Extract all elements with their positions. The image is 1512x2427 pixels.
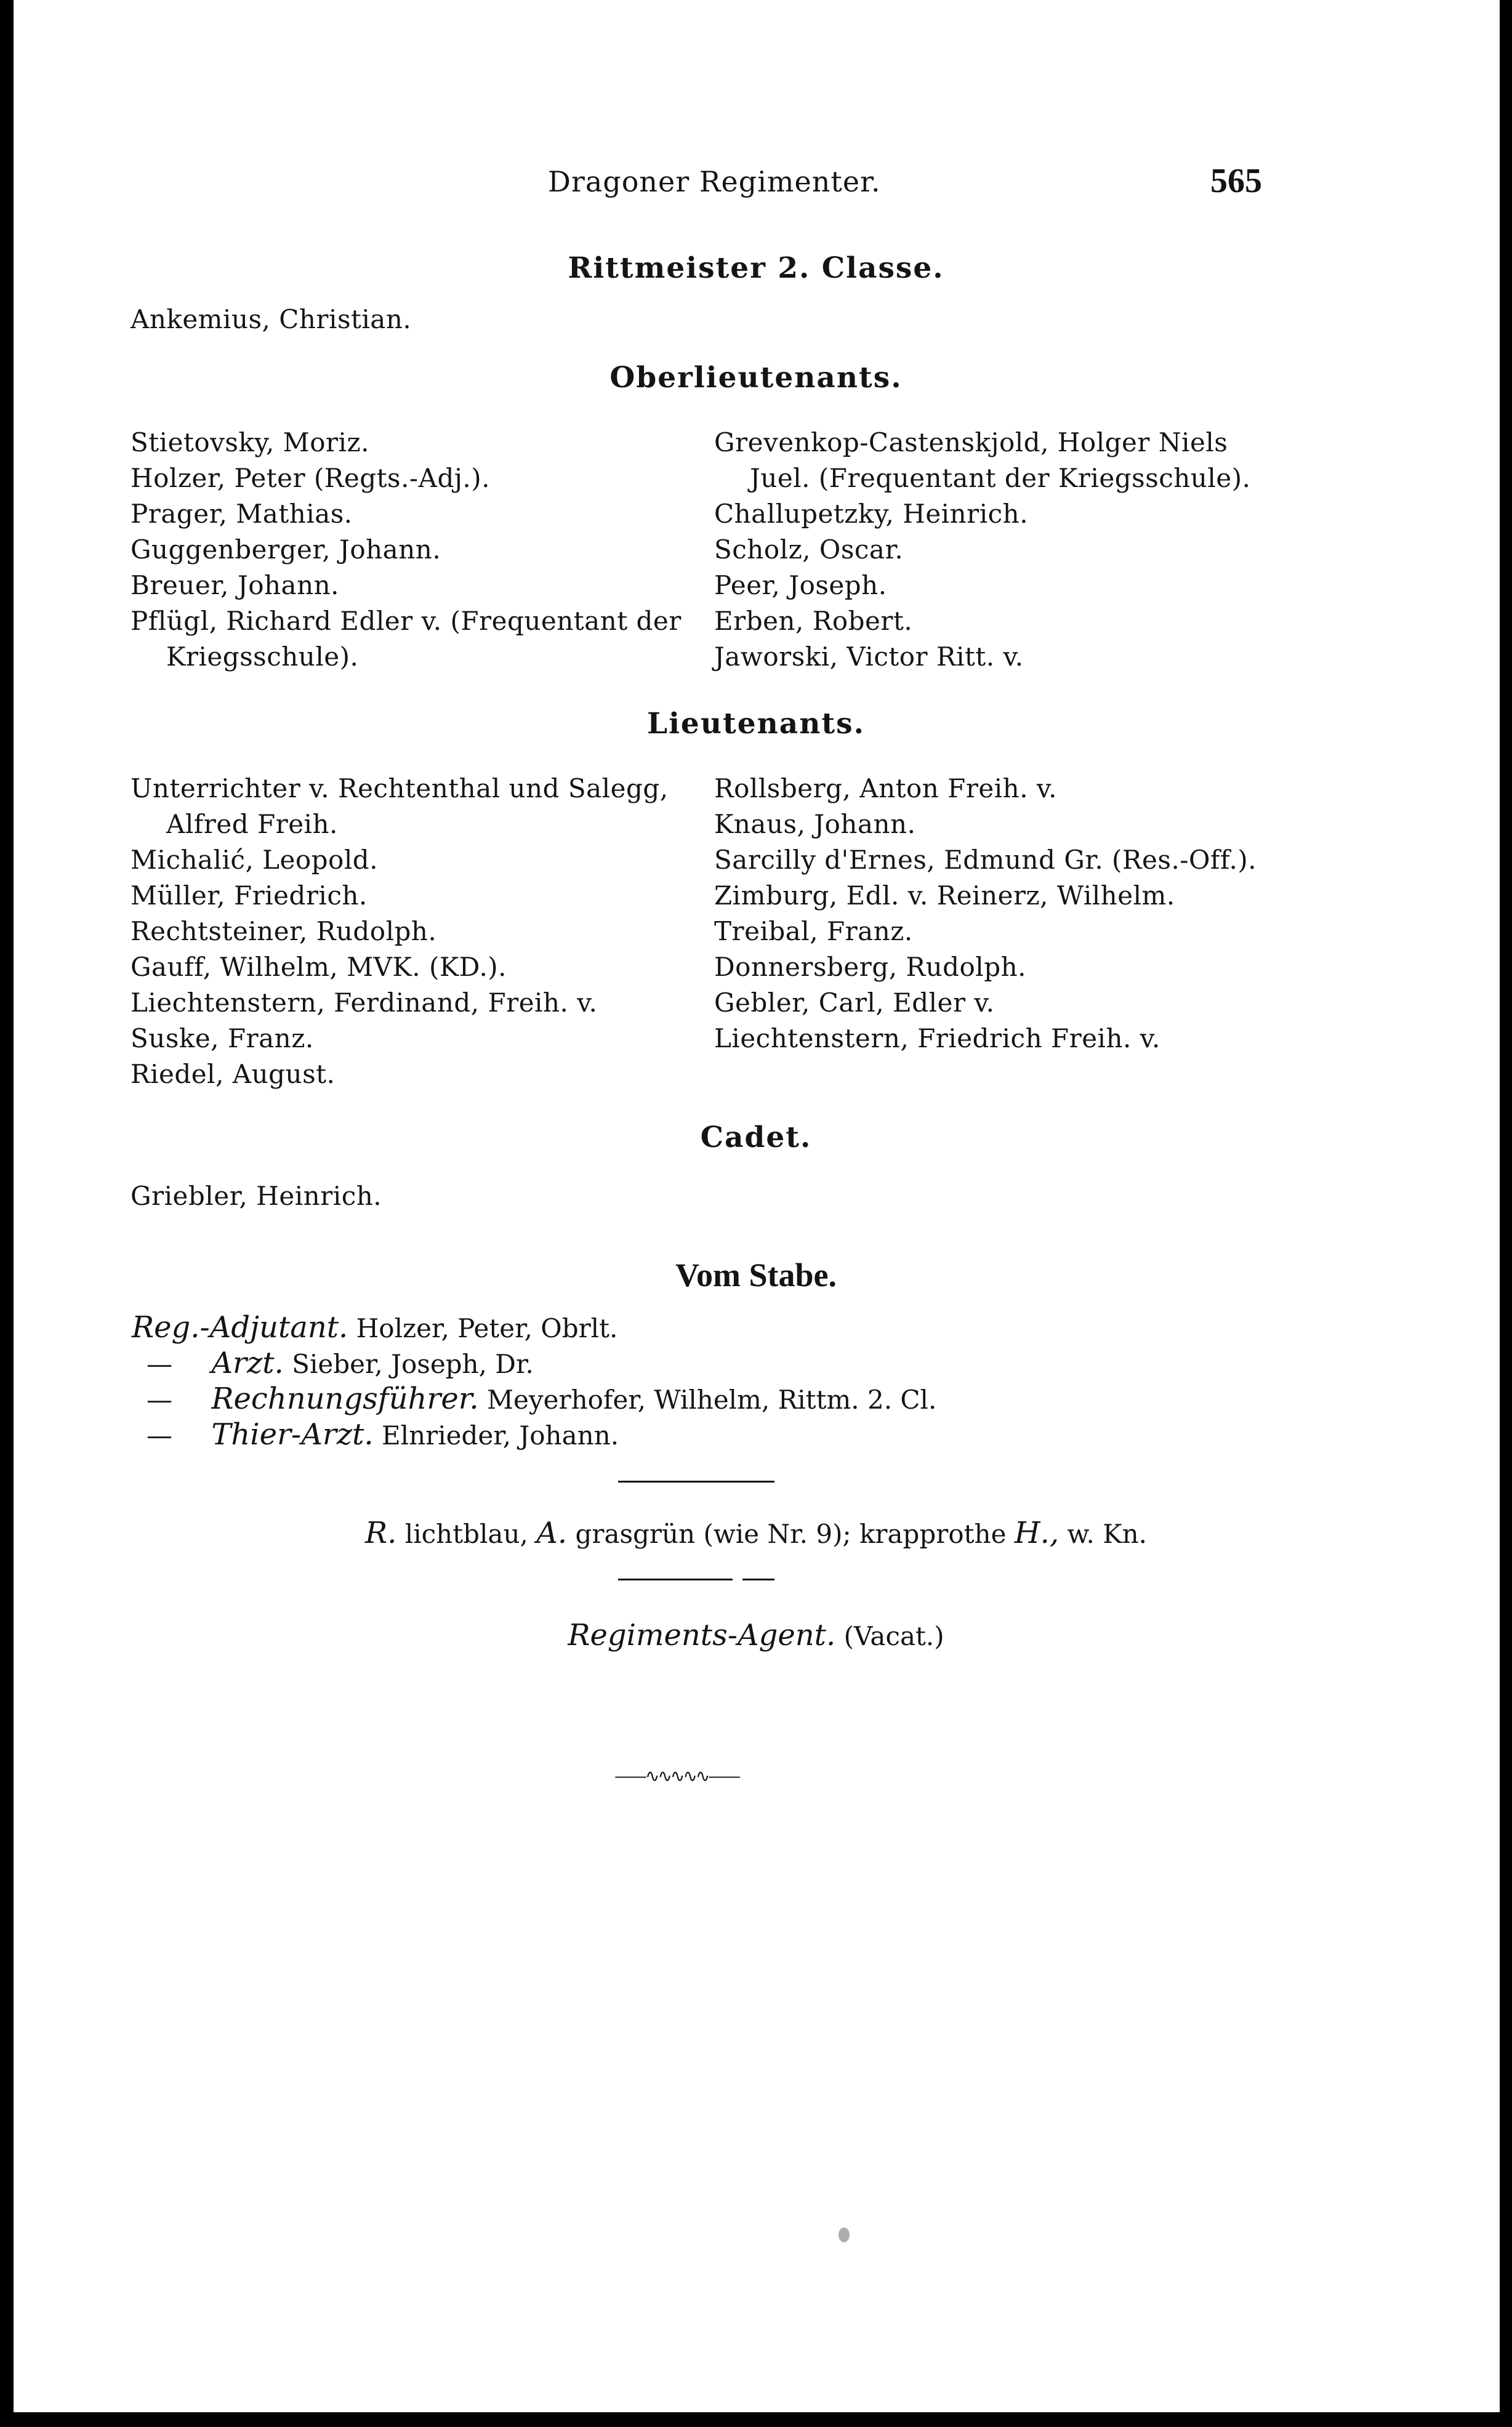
scan-edge-bottom	[0, 2412, 1512, 2427]
oberlt-right-5: Erben, Robert.	[714, 606, 913, 636]
lt-left-5: Gauff, Wilhelm, MVK. (KD.).	[131, 952, 507, 982]
uniform-line	[0, 1516, 1512, 1550]
stab-row-2	[147, 1382, 936, 1416]
oberlt-left-6: Kriegsschule).	[166, 642, 359, 672]
lt-left-4: Rechtsteiner, Rudolph.	[131, 916, 437, 946]
uniform-r-text: lichtblau,	[404, 1519, 528, 1549]
lt-right-5: Donnersberg, Rudolph.	[714, 952, 1027, 982]
cadet-entry: Griebler, Heinrich.	[131, 1181, 382, 1211]
lt-right-3: Zimburg, Edl. v. Reinerz, Wilhelm.	[714, 880, 1175, 911]
oberlt-right-3: Scholz, Oscar.	[714, 534, 904, 565]
lt-left-0: Unterrichter v. Rechtenthal und Salegg,	[131, 773, 669, 803]
lt-left-1: Alfred Freih.	[166, 809, 338, 839]
heading-rittmeister: Rittmeister 2. Classe.	[568, 251, 944, 285]
stab-name-3: Elnrieder, Johann.	[382, 1420, 619, 1451]
divider-rule-1	[618, 1481, 774, 1483]
oberlt-left-4: Breuer, Johann.	[131, 570, 340, 600]
stab-dash-3: —	[147, 1420, 172, 1451]
oberlt-right-2: Challupetzky, Heinrich.	[714, 499, 1029, 529]
rittmeister-entry: Ankemius, Christian.	[131, 304, 412, 334]
uniform-a-label: A.	[536, 1516, 568, 1550]
heading-oberlieutenants: Oberlieutenants.	[609, 361, 903, 395]
stab-row-3	[147, 1417, 619, 1452]
stab-role-0: Reg.-Adjutant.	[132, 1310, 348, 1345]
oberlt-right-1: Juel. (Frequentant der Kriegsschule).	[750, 463, 1251, 493]
oberlt-right-6: Jaworski, Victor Ritt. v.	[714, 642, 1024, 672]
stab-dash-2: —	[147, 1385, 172, 1415]
lt-right-1: Knaus, Johann.	[714, 809, 916, 839]
uniform-a-text: grasgrün (wie Nr. 9); krapprothe	[575, 1519, 1007, 1549]
running-head: Dragoner Regimenter.	[548, 165, 881, 198]
lt-right-7: Liechtenstern, Friedrich Freih. v.	[714, 1023, 1160, 1053]
stab-role-2: Rechnungsführer.	[211, 1382, 479, 1416]
stab-dash-1: —	[147, 1349, 172, 1379]
oberlt-left-3: Guggenberger, Johann.	[131, 534, 441, 565]
stab-name-1: Sieber, Joseph, Dr.	[292, 1349, 534, 1379]
scan-speck	[838, 2228, 850, 2242]
lt-left-8: Riedel, August.	[131, 1059, 336, 1089]
stab-name-2: Meyerhofer, Wilhelm, Rittm. 2. Cl.	[487, 1385, 937, 1415]
lt-left-3: Müller, Friedrich.	[131, 880, 368, 911]
lt-right-6: Gebler, Carl, Edler v.	[714, 988, 995, 1018]
lt-left-6: Liechtenstern, Ferdinand, Freih. v.	[131, 988, 598, 1018]
oberlt-left-5: Pflügl, Richard Edler v. (Frequentant der	[131, 606, 682, 636]
oberlt-right-0: Grevenkop-Castenskjold, Holger Niels	[714, 427, 1228, 457]
uniform-h-label: H.,	[1014, 1516, 1060, 1550]
uniform-h-text: w. Kn.	[1067, 1519, 1147, 1549]
oberlt-right-4: Peer, Joseph.	[714, 570, 887, 600]
divider-rule-2a	[618, 1579, 733, 1580]
stab-row-1	[147, 1346, 534, 1380]
divider-rule-2b	[742, 1579, 774, 1580]
stab-role-3: Thier-Arzt.	[211, 1417, 374, 1452]
page-number: 565	[1210, 162, 1262, 200]
oberlt-left-2: Prager, Mathias.	[131, 499, 353, 529]
lt-left-2: Michalić, Leopold.	[131, 845, 379, 875]
lt-right-0: Rollsberg, Anton Freih. v.	[714, 773, 1058, 803]
heading-lieutenants: Lieutenants.	[647, 707, 865, 741]
uniform-r-label: R.	[365, 1516, 397, 1550]
heading-cadet: Cadet.	[700, 1121, 812, 1154]
lt-left-7: Suske, Franz.	[131, 1023, 314, 1053]
oberlt-left-0: Stietovsky, Moriz.	[131, 427, 369, 457]
stab-name-0: Holzer, Peter, Obrlt.	[356, 1313, 618, 1343]
oberlt-left-1: Holzer, Peter (Regts.-Adj.).	[131, 463, 490, 493]
heading-vom-stabe: Vom Stabe.	[675, 1257, 837, 1294]
agent-value: (Vacat.)	[843, 1621, 944, 1651]
lt-right-4: Treibal, Franz.	[714, 916, 913, 946]
agent-label: Regiments-Agent.	[568, 1618, 836, 1652]
agent-line	[0, 1618, 1512, 1652]
stab-row-0	[132, 1310, 617, 1345]
lt-right-2: Sarcilly d'Ernes, Edmund Gr. (Res.-Off.).	[714, 845, 1257, 875]
stab-role-1: Arzt.	[211, 1346, 284, 1380]
ornament-divider: ——∿∿∿∿∿——	[614, 1766, 739, 1786]
